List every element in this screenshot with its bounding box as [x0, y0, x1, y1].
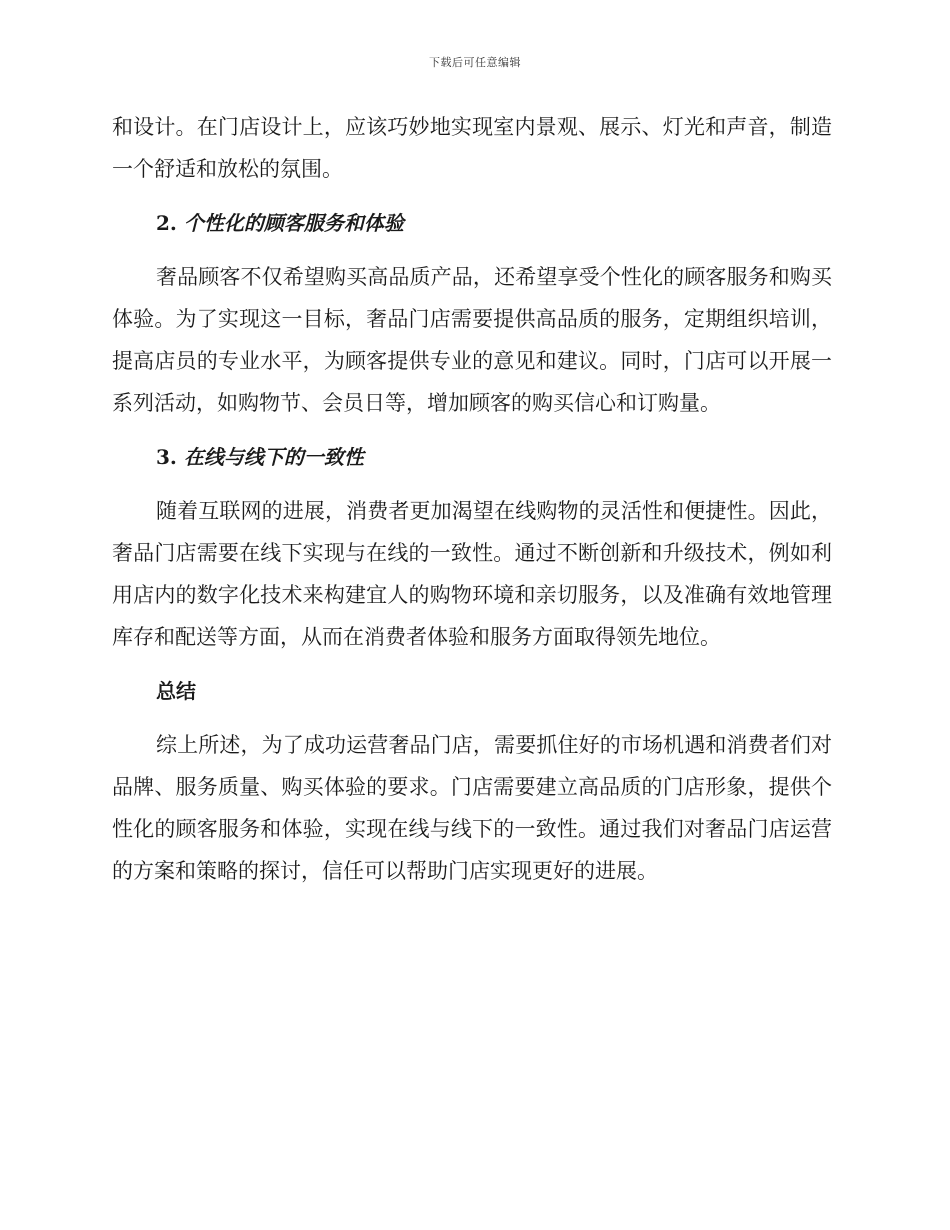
paragraph-summary: 综上所述，为了成功运营奢品门店，需要抓住好的市场机遇和消费者们对品牌、服务质量、购买体验的要求。门店需要建立高品质的门店形象，提供个性化的顾客服务和体验，实现在线与线下的一致性。通过我们对奢品门店运营的方案和策略的探讨，信任可以帮助门店实现更好的进展。 — [112, 733, 832, 883]
paragraph-online-offline: 随着互联网的进展，消费者更加渴望在线购物的灵活性和便捷性。因此，奢品门店需要在线下实现与在线的一致性。通过不断创新和升级技术，例如利用店内的数字化技术来构建宜人的购物环境和亲切服务，以及准确有效地管理库存和配送等方面，从而在消费者体验和服务方面取得领先地位。 — [112, 499, 832, 649]
paragraph-continuation: 和设计。在门店设计上，应该巧妙地实现室内景观、展示、灯光和声音，制造一个舒适和放松的氛围。 — [112, 115, 832, 181]
section-heading-3 — [112, 436, 832, 478]
section-number: 3. — [156, 445, 177, 469]
section-number: 2. — [156, 211, 177, 235]
section-title: 在线与线下的一致性 — [183, 445, 364, 469]
section-title: 个性化的顾客服务和体验 — [183, 211, 404, 235]
paragraph-personalized-service: 奢品顾客不仅希望购买高品质产品，还希望享受个性化的顾客服务和购买体验。为了实现这一目标，奢品门店需要提供高品质的服务，定期组织培训，提高店员的专业水平，为顾客提供专业的意见和建议。同时，门店可以开展一系列活动，如购物节、会员日等，增加顾客的购买信心和订购量。 — [112, 265, 832, 415]
page-header: 下载后可任意编辑 — [429, 56, 521, 69]
section-heading-2 — [112, 202, 832, 244]
document-body — [112, 106, 832, 904]
summary-heading: 总结 — [156, 679, 196, 703]
